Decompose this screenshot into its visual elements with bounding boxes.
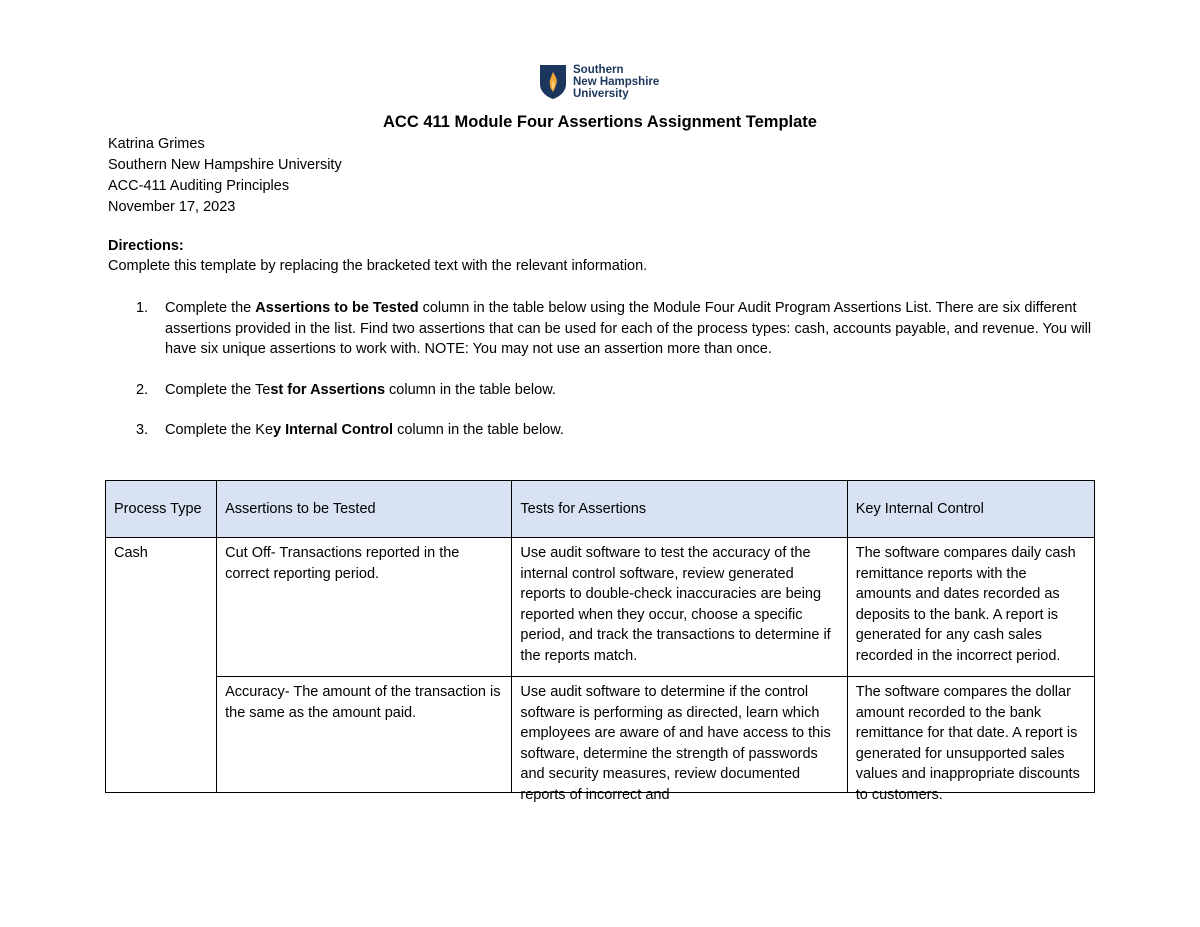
- header-key-control: Key Internal Control: [847, 481, 1094, 538]
- header-tests: Tests for Assertions: [512, 481, 847, 538]
- step-3: [108, 420, 1098, 441]
- logo-line-2: New Hampshire: [573, 76, 660, 88]
- logo-wordmark: [573, 64, 659, 100]
- test-cell: [512, 677, 847, 803]
- process-type-cell: [106, 677, 217, 793]
- logo-line-1: Southern: [573, 64, 624, 76]
- table-header-row: [106, 481, 1095, 538]
- step-text-post: column in the table below.: [385, 381, 556, 398]
- author-name: Katrina Grimes: [108, 136, 205, 152]
- test-cell: Use audit software to test the accuracy of the internal control software, review generated reports to double-check inaccuracies are being reported when they occur, choose a specific period, and track the transactions to determine if the reports match.: [512, 538, 847, 677]
- university-logo: [539, 64, 659, 100]
- step-text-pre: Complete the Te: [165, 381, 271, 398]
- step-text-post: column in the table below using the Module Four Audit Program Assertions List. There are six different assertions provided in the list. Find two assertions that can be used for each of the process types: cash, accounts payable, and revenue. You will have six unique assertions to work with. NOTE: You may not use an assertion more than once.: [165, 300, 1092, 357]
- test-text: Use audit software to determine if the control software is performing as directed, learn which employees are aware of and have access to this software, determine the strength of passwords and security measures, review documented reports of incorrect and: [520, 684, 831, 803]
- step-number: 1.: [136, 300, 149, 316]
- course-name: ACC-411 Auditing Principles: [108, 178, 290, 194]
- directions-steps: [108, 298, 1098, 461]
- step-text-pre: Complete the: [165, 300, 256, 316]
- logo-line-3: University: [573, 88, 629, 100]
- control-text: The software compares the dollar amount recorded to the bank remittance for that date. A report is generated for unsupported sales values and inappropriate discounts to customers.: [855, 684, 1080, 803]
- control-cell: The software compares daily cash remittance reports with the amounts and dates recorded as deposits to the bank. A report is generated for any cash sales recorded in the incorrect period.: [847, 538, 1094, 677]
- header-assertions: Assertions to be Tested: [217, 481, 512, 538]
- document-title: ACC 411 Module Four Assertions Assignment Template: [383, 113, 817, 131]
- step-number: 2.: [136, 381, 149, 398]
- assertion-cell: Cut Off- Transactions reported in the correct reporting period.: [217, 538, 512, 677]
- shield-flame-icon: [539, 64, 567, 100]
- step-text-post: column in the table below.: [393, 422, 564, 438]
- table-row: [106, 538, 1095, 677]
- assertion-cell: [217, 677, 512, 793]
- table-row: [106, 677, 1095, 793]
- assertions-table: [105, 480, 1095, 803]
- directions-heading: Directions:: [108, 238, 184, 254]
- step-text-bold: st for Assertions: [270, 381, 386, 398]
- process-type-cell: Cash: [106, 538, 217, 677]
- step-2: [108, 380, 1098, 401]
- step-text-pre: Complete the Ke: [165, 422, 274, 438]
- author-block: [108, 134, 342, 218]
- step-text-bold: Assertions to be Tested: [255, 300, 419, 316]
- school-name: Southern New Hampshire University: [108, 157, 342, 173]
- document-date: November 17, 2023: [108, 199, 236, 215]
- step-text-bold: y Internal Control: [273, 422, 394, 438]
- header-process-type: Process Type: [106, 481, 217, 538]
- control-cell: [847, 677, 1094, 803]
- step-number: 3.: [136, 422, 149, 438]
- step-1: [108, 298, 1098, 360]
- directions-text: Complete this template by replacing the bracketed text with the relevant information.: [108, 258, 648, 274]
- assertion-text: Accuracy- The amount of the transaction is the same as the amount paid.: [225, 684, 501, 721]
